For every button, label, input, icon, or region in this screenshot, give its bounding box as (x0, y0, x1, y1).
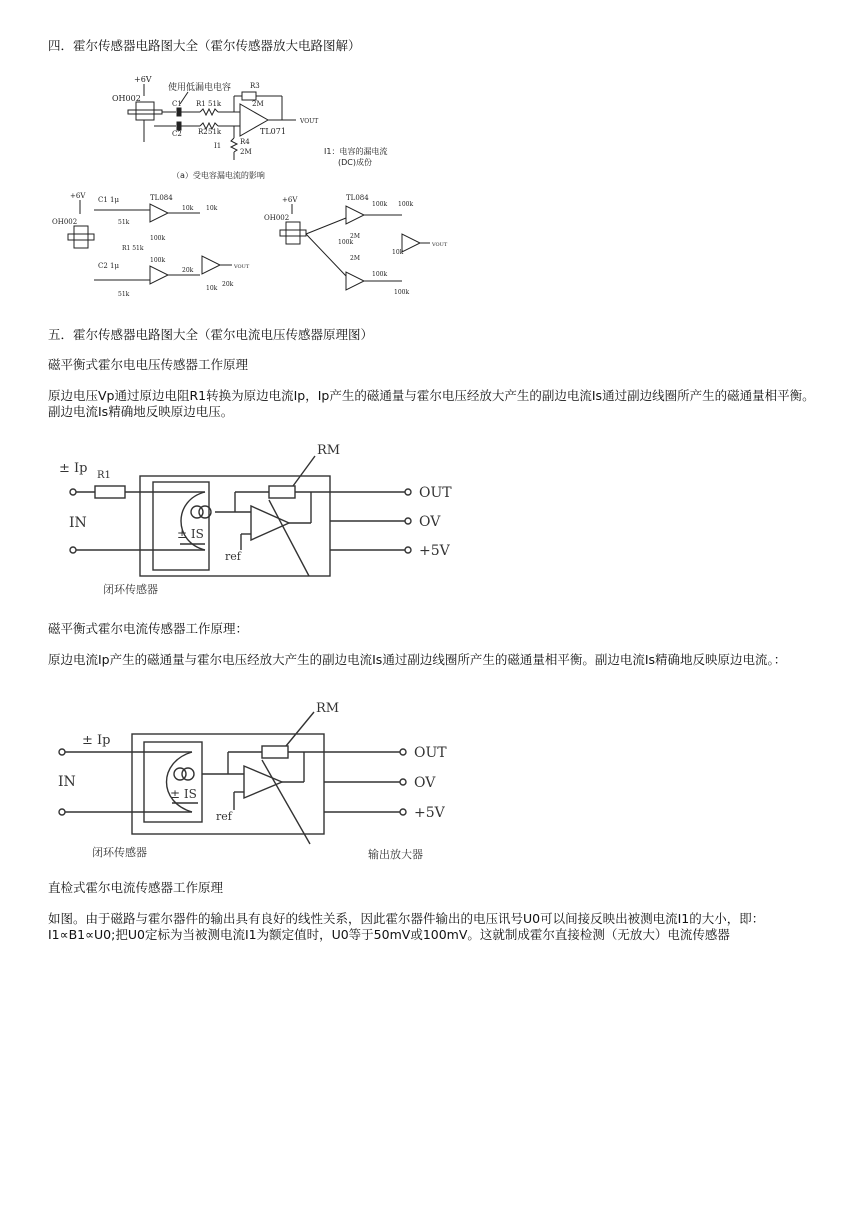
section-4-title: 四．霍尔传感器电路图大全（霍尔传感器放大电路图解） (48, 38, 361, 53)
fig-c-supply: +5V (414, 805, 445, 821)
fig-a-r2: R2 (198, 128, 208, 136)
figure-c-amplifier-circuit (262, 190, 462, 302)
fig-b-r-e: 10k (182, 205, 194, 212)
fig-a-r3-val: 2M (252, 100, 264, 108)
fig-b-r-g: 20k (182, 267, 194, 274)
fig-v-ip: ± Ip (59, 461, 88, 476)
fig-v-is: ± IS (177, 527, 204, 541)
fig-c-rm: RM (316, 701, 340, 716)
current-body: 原边电流Ip产生的磁通量与霍尔电压经放大产生的副边电流Is通过副边线圈所产生的磁通量相平衡。副边电流Is精确地反映原边电流。： (48, 652, 787, 667)
fig-a-caption: （a）受电容漏电流的影响 (172, 171, 265, 180)
fig-a-r4-val: 2M (240, 148, 252, 156)
fig-a-c2: C2 (172, 130, 182, 138)
fig-c-sensor: OH002 (264, 214, 290, 222)
fig-v-r1: R1 (97, 470, 111, 481)
direct-body: 如图。由于磁路与霍尔器件的输出具有良好的线性关系，因此霍尔器件输出的电压讯号U0可以间接反映出被测电流I1的大小，即：I1∝B1∝U0;把U0定标为当被测电流I1为额定值时，U0等于50mV或100mV。这就制成霍尔直接检测（无放大）电流传感器 (48, 911, 765, 942)
fig-c-r-e: 100k (394, 289, 410, 296)
fig-b-c1: C1 1μ (98, 196, 120, 204)
voltage-heading: 磁平衡式霍尔电电压传感器工作原理 (48, 357, 249, 372)
fig-c-r-f: 2M (350, 233, 360, 240)
fig-v-rm: RM (317, 443, 341, 458)
fig-v-ref: ref (225, 550, 241, 563)
current-heading: 磁平衡式霍尔电流传感器工作原理： (48, 621, 249, 636)
fig-a-r2-val: 51k (208, 128, 222, 136)
figure-b-amplifier-circuit (50, 190, 250, 302)
fig-a-leak: I1 (214, 142, 222, 150)
fig-a-note1: I1：电容的漏电流 (324, 147, 388, 156)
fig-b-opamp: TL084 (150, 194, 173, 202)
fig-b-r1: R1 51k (122, 245, 144, 252)
figure-voltage-sensor (55, 440, 465, 600)
fig-a-vout: VOUT (300, 118, 319, 125)
fig-b-c2: C2 1μ (98, 262, 120, 270)
fig-b-r-d: 100k (150, 257, 166, 264)
fig-a-supply: +6V (134, 75, 152, 84)
fig-b-r-h: 10k (206, 285, 218, 292)
figure-a-amplifier-circuit (110, 72, 430, 184)
fig-c-caption: 闭环传感器 (92, 846, 147, 859)
fig-c-r-c: 100k (338, 239, 354, 246)
fig-c-opamp: TL084 (346, 194, 369, 202)
fig-b-supply: +6V (70, 192, 86, 200)
fig-b-r-b: 51k (118, 291, 130, 298)
fig-c-out: OUT (414, 745, 447, 761)
fig-c-ov: OV (414, 775, 436, 791)
fig-a-r1: R1 (196, 100, 206, 108)
fig-v-out: OUT (419, 485, 452, 501)
fig-v-in: IN (69, 515, 87, 531)
fig-c-vout: VOUT (432, 242, 448, 248)
fig-b-r-a: 51k (118, 219, 130, 226)
fig-v-ov: OV (419, 514, 441, 530)
fig-a-cap-note: 使用低漏电电容 (168, 83, 232, 93)
fig-a-r3: R3 (250, 82, 260, 90)
fig-b-r-i: 20k (222, 281, 234, 288)
fig-c-caption2: 输出放大器 (368, 848, 423, 861)
fig-c-in: IN (58, 774, 76, 790)
fig-a-r1-val: 51k (208, 100, 222, 108)
fig-v-supply: +5V (419, 543, 450, 559)
voltage-body: 原边电压Vp通过原边电阻R1转换为原边电流Ip，Ip产生的磁通量与霍尔电压经放大产生的副边电流Is通过副边线圈所产生的磁通量相平衡。副边电流Is精确地反映原边电压。 (48, 388, 815, 419)
fig-c-r-g: 2M (350, 255, 360, 262)
fig-b-vout: VOUT (234, 264, 250, 270)
fig-c-r-d: 100k (372, 271, 388, 278)
fig-a-sensor: OH002 (112, 94, 141, 103)
fig-a-opamp: TL071 (260, 127, 286, 136)
fig-c-ip: ± Ip (82, 733, 111, 748)
fig-c-r-a: 100k (372, 201, 388, 208)
direct-heading: 直检式霍尔电流传感器工作原理 (48, 880, 224, 895)
fig-a-c1: C1 (172, 100, 182, 108)
fig-b-sensor: OH002 (52, 218, 78, 226)
fig-c-supply: +6V (282, 196, 298, 204)
fig-c-is: ± IS (170, 787, 197, 801)
section-5-title: 五．霍尔传感器电路图大全（霍尔电流电压传感器原理图） (48, 327, 374, 342)
figure-current-sensor (52, 698, 462, 864)
fig-v-caption: 闭环传感器 (103, 583, 158, 596)
fig-a-note2: (DC)成份 (338, 158, 372, 167)
fig-c-r-h: 10k (392, 249, 404, 256)
fig-b-r-f: 10k (206, 205, 218, 212)
fig-a-r4: R4 (240, 138, 250, 146)
fig-c-ref: ref (216, 810, 232, 823)
fig-c-r-b: 100k (398, 201, 414, 208)
fig-b-r-c: 100k (150, 235, 166, 242)
